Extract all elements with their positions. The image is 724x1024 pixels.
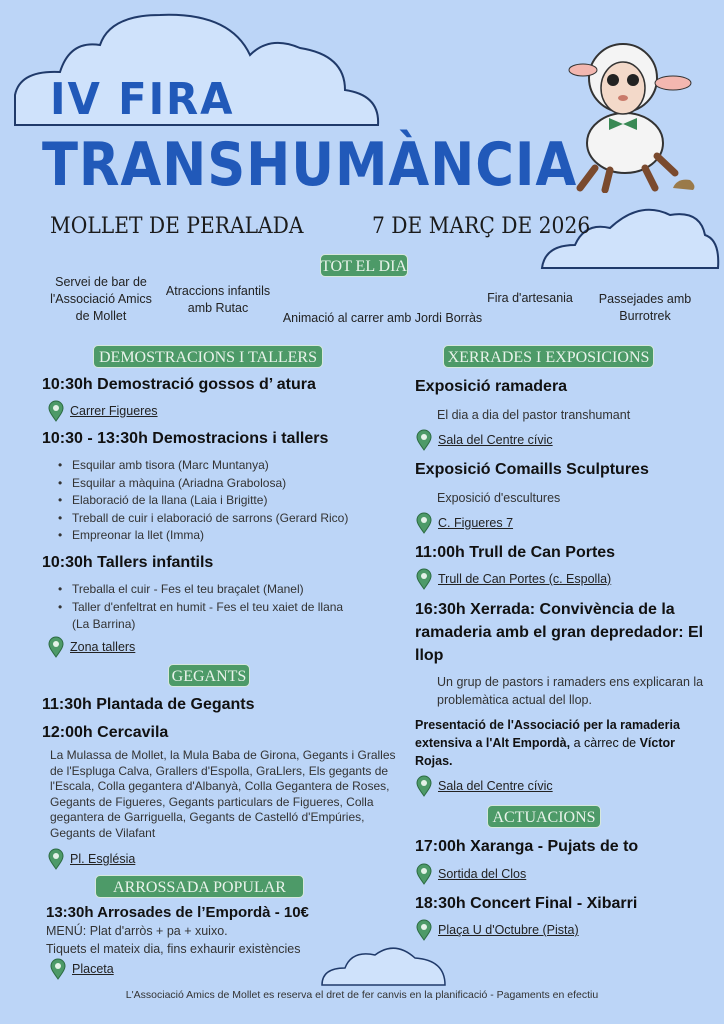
- event-title: 12:00h Cercavila: [42, 724, 169, 741]
- location-link[interactable]: Pl. Església: [48, 848, 135, 870]
- map-pin-icon: [416, 512, 432, 534]
- map-pin-icon: [50, 958, 66, 980]
- menu-text: MENÚ: Plat d'arròs + pa + xuixo.: [46, 924, 228, 938]
- bullet-list: • Esquilar amb tisora (Marc Muntanya) • Esquilar a màquina (Ariadna Grabolosa) • Elaboració de la llana (Laia i Brigitte) • Treball de cuir i elaboració de sarrons (Gerard Rico) • Empreonar la llet (Imma): [42, 457, 348, 545]
- badge-arrossada: ARROSSADA POPULAR: [95, 875, 304, 898]
- event-title: 10:30h Demostració gossos d’ atura: [42, 376, 316, 393]
- footer-note: L'Associació Amics de Mollet es reserva el dret de fer canvis en la planificació - Pagaments en efectiu: [125, 989, 599, 1001]
- event-title: 16:30h Xerrada: Convivència de la ramaderia amb el gran depredador: El llop: [415, 601, 704, 664]
- location-link[interactable]: C. Figueres 7: [416, 512, 513, 534]
- map-pin-icon: [48, 636, 64, 658]
- badge-demostracions: DEMOSTRACIONS I TALLERS: [93, 345, 323, 368]
- map-pin-icon: [416, 775, 432, 797]
- event-title: 10:30 - 13:30h Demostracions i tallers: [42, 430, 329, 447]
- location-link[interactable]: Sala del Centre cívic: [416, 429, 553, 451]
- map-pin-icon: [48, 848, 64, 870]
- event-title: 17:00h Xaranga - Pujats de to: [415, 838, 639, 855]
- bullet-list: • Treballa el cuir - Fes el teu braçalet (Manel) • Taller d'enfeltrat en humit - Fes el teu xaiet de llana (La Barrina): [42, 581, 343, 634]
- map-pin-icon: [416, 863, 432, 885]
- location-link[interactable]: Trull de Can Portes (c. Espolla): [416, 568, 611, 590]
- tot-item: Passejades amb Burrotrek: [598, 292, 692, 323]
- location-link[interactable]: Carrer Figueres: [48, 400, 158, 422]
- location-link[interactable]: Plaça U d'Octubre (Pista): [416, 919, 579, 941]
- badge-actuacions: ACTUACIONS: [487, 805, 601, 828]
- event-title: 13:30h Arrosades de l’Empordà - 10€: [46, 904, 309, 921]
- badge-gegants: GEGANTS: [168, 664, 250, 687]
- location-title: MOLLET DE PERALADA: [50, 214, 304, 239]
- event-title: 18:30h Concert Final - Xibarri: [415, 895, 638, 912]
- event-title: 11:00h Trull de Can Portes: [415, 544, 616, 561]
- location-link[interactable]: Sortida del Clos: [416, 863, 526, 885]
- tot-item: Atraccions infantils amb Rutac: [165, 284, 271, 315]
- title-line2: TRANSHUMÀNCIA: [42, 130, 578, 200]
- event-title: Exposició Comaills Sculptures: [415, 461, 649, 478]
- presentation-text: Presentació de l'Associació per la ramaderia extensiva a l'Alt Empordà, a càrrec de Víctor Rojas.: [415, 718, 680, 768]
- tot-item: Servei de bar de l'Associació Amics de Mollet: [50, 275, 152, 323]
- event-description: Un grup de pastors i ramaders ens explicaran la problemàtica actual del llop.: [437, 675, 704, 707]
- event-description: La Mulassa de Mollet, la Mula Baba de Girona, Gegants i Gralles de l'Espluga Calva, Grallers d'Espolla, GraLlers, Els gegants de l'Escala, Colla gegantera d'Albanyà, Colla Gegantera de Roses, Gegants de Figueres, Gegants particulars de Figueres, Colla gegantera de Garriguella, Gegants de Castelló d'Empúries, Gegants de Vilafant: [50, 748, 396, 840]
- map-pin-icon: [416, 429, 432, 451]
- location-link[interactable]: Sala del Centre cívic: [416, 775, 553, 797]
- sheep-illustration: [565, 28, 700, 193]
- title-line1: IV FIRA: [50, 74, 235, 125]
- event-description: Exposició d'escultures: [437, 491, 561, 505]
- map-pin-icon: [48, 400, 64, 422]
- event-description: El dia a dia del pastor transhumant: [437, 408, 631, 422]
- badge-tot-el-dia: TOT EL DIA: [320, 254, 408, 277]
- badge-xerrades: XERRADES I EXPOSICIONS: [443, 345, 654, 368]
- location-link[interactable]: Placeta: [50, 958, 114, 980]
- tot-item: Fira d'artesania: [487, 291, 573, 305]
- event-title: 10:30h Tallers infantils: [42, 554, 214, 571]
- event-date: 7 DE MARÇ DE 2026: [372, 214, 591, 239]
- tickets-text: Tiquets el mateix dia, fins exhaurir existències: [46, 942, 301, 956]
- map-pin-icon: [416, 919, 432, 941]
- tot-item: Animació al carrer amb Jordi Borràs: [282, 311, 483, 325]
- map-pin-icon: [416, 568, 432, 590]
- location-link[interactable]: Zona tallers: [48, 636, 135, 658]
- event-title: Exposició ramadera: [415, 378, 568, 395]
- event-title: 11:30h Plantada de Gegants: [42, 696, 255, 713]
